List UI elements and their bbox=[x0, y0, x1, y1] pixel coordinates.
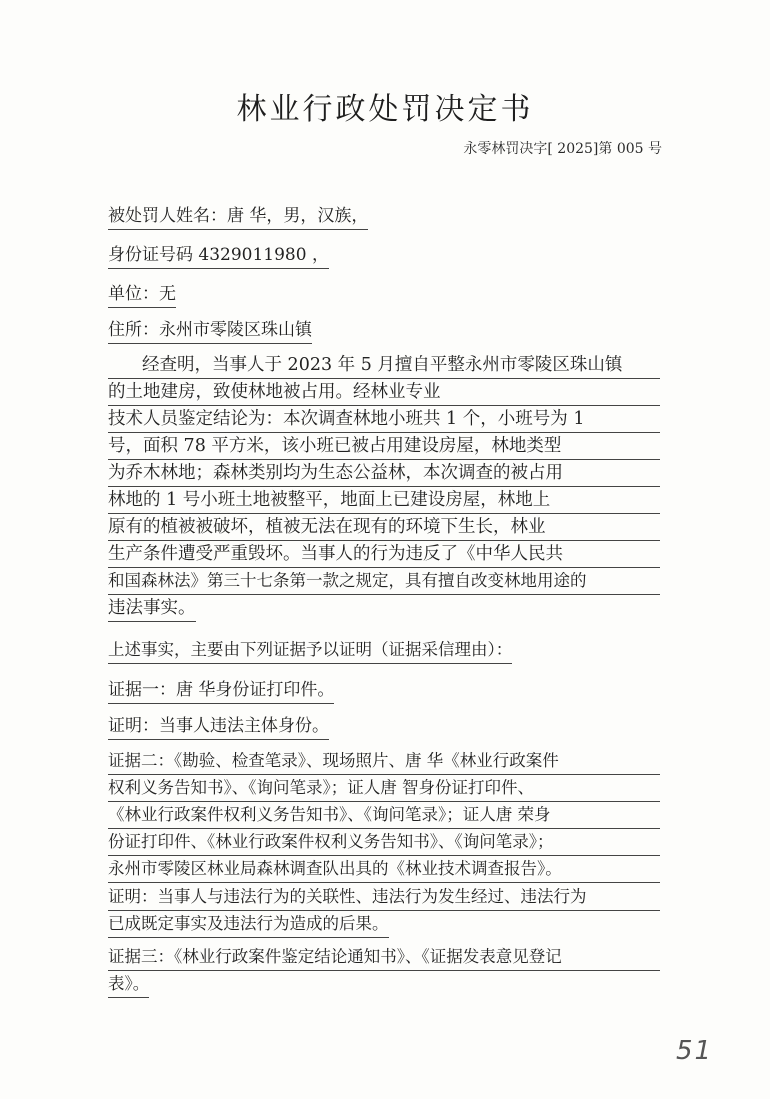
evidence-1-proof: 证明：当事人违法主体身份。 bbox=[108, 714, 329, 740]
party-id-line: 身份证号码 4329011980 ， bbox=[108, 243, 329, 269]
evidence-line: 《林业行政案件权利义务告知书》、《询问笔录》；证人唐 荣身 bbox=[108, 802, 660, 829]
party-name-line: 被处罚人姓名：唐 华，男，汉族， bbox=[108, 204, 368, 230]
evidence-2-proof bbox=[108, 884, 660, 938]
party-unit-line: 单位：无 bbox=[108, 282, 176, 308]
document-number: 永零林罚决字[ 2025]第 005 号 bbox=[463, 141, 662, 157]
evidence-line: 表》。 bbox=[108, 971, 149, 998]
evidence-1: 证据一：唐 华身份证打印件。 bbox=[108, 678, 334, 704]
handwritten-page-number: 51 bbox=[676, 1036, 714, 1066]
party-address-line: 住所：永州市零陵区珠山镇 bbox=[108, 318, 312, 344]
evidence-line: 证据二：《勘验、检查笔录》、现场照片、唐 华《林业行政案件 bbox=[108, 748, 660, 775]
facts-line: 生产条件遭受严重毁坏。当事人的行为违反了《中华人民共 bbox=[108, 541, 660, 568]
evidence-intro: 上述事实，主要由下列证据予以证明（证据采信理由）： bbox=[108, 638, 512, 664]
facts-line: 违法事实。 bbox=[108, 595, 196, 622]
evidence-line: 已成既定事实及违法行为造成的后果。 bbox=[108, 911, 389, 938]
evidence-line: 权利义务告知书》、《询问笔录》；证人唐 智身份证打印件、 bbox=[108, 775, 660, 802]
facts-line: 和国森林法》第三十七条第一款之规定，具有擅自改变林地用途的 bbox=[108, 568, 660, 595]
document-title: 林业行政处罚决定书 bbox=[236, 92, 534, 127]
evidence-2 bbox=[108, 748, 660, 883]
facts-line: 经查明，当事人于 2023 年 5 月擅自平整永州市零陵区珠山镇 bbox=[108, 352, 660, 379]
facts-line: 为乔木林地；森林类别均为生态公益林，本次调查的被占用 bbox=[108, 460, 660, 487]
facts-line: 技术人员鉴定结论为：本次调查林地小班共 1 个，小班号为 1 bbox=[108, 406, 660, 433]
facts-line: 原有的植被被破坏，植被无法在现有的环境下生长，林业 bbox=[108, 514, 660, 541]
facts-line: 林地的 1 号小班土地被整平，地面上已建设房屋，林地上 bbox=[108, 487, 660, 514]
evidence-line: 证明：当事人与违法行为的关联性、违法行为发生经过、违法行为 bbox=[108, 884, 660, 911]
evidence-line: 证据三：《林业行政案件鉴定结论通知书》、《证据发表意见登记 bbox=[108, 944, 660, 971]
facts-line: 号，面积 78 平方米，该小班已被占用建设房屋，林地类型 bbox=[108, 433, 660, 460]
evidence-line: 份证打印件、《林业行政案件权利义务告知书》、《询问笔录》； bbox=[108, 829, 660, 856]
facts-line: 的土地建房，致使林地被占用。经林业专业 bbox=[108, 379, 660, 406]
evidence-3 bbox=[108, 944, 660, 998]
evidence-line: 永州市零陵区林业局森林调查队出具的《林业技术调查报告》。 bbox=[108, 856, 660, 883]
facts-paragraph bbox=[108, 352, 660, 622]
